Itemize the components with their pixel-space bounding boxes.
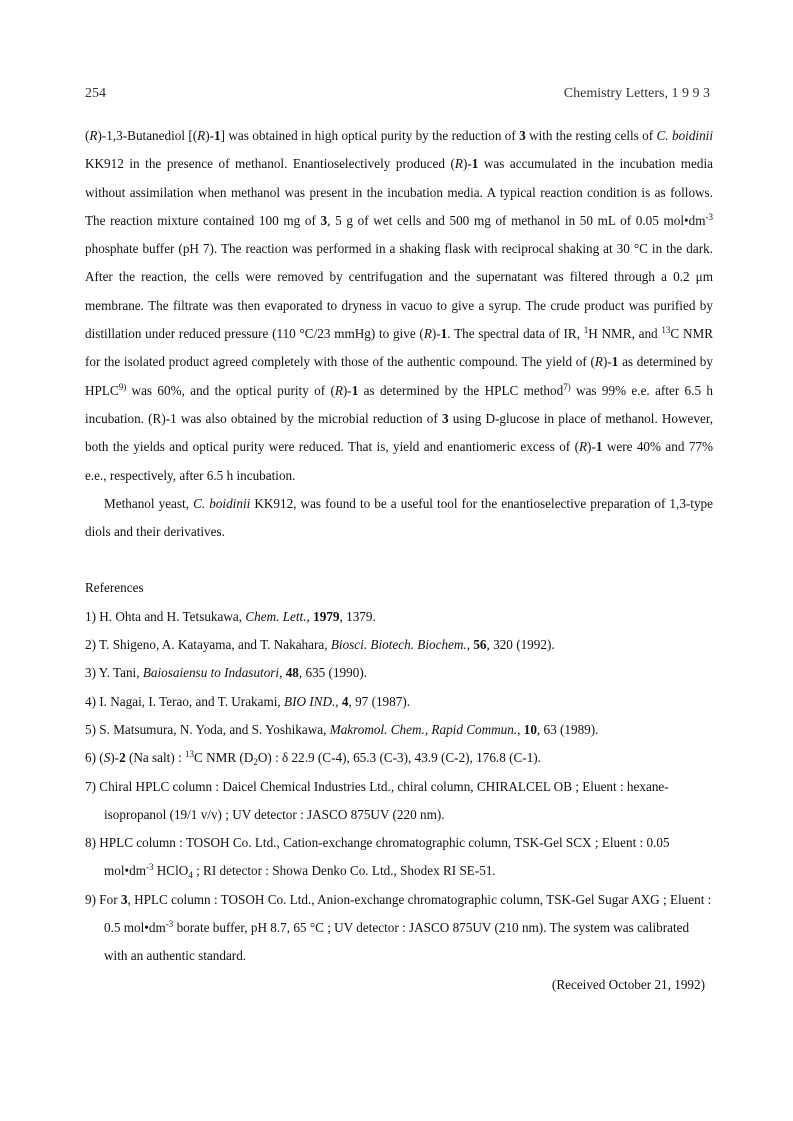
- references-list: [85, 603, 713, 971]
- article-body: [85, 122, 713, 999]
- reference-item: 8) HPLC column : TOSOH Co. Ltd., Cation-exchange chromatographic column, TSK-Gel SCX ; Eluent : 0.05 $mol•dm^{-3}$ HClO$_4$ ; RI detector : Showa Denko Co. Ltd., Shodex RI SE-51.: [85, 835, 670, 881]
- reference-item: 2) T. Shigeno, A. Katayama, and T. Nakahara, Biosci. Biotech. Biochem., 56, 320 (1992).: [85, 637, 555, 653]
- page-number: 254: [85, 86, 106, 101]
- paragraph-conclusion: Methanol yeast, C. boidinii KK912, was found to be a useful tool for the enantioselective preparation of 1,3-type diols and their derivatives.: [85, 495, 714, 540]
- reference-item: 3) Y. Tani, Baiosaiensu to Indasutori, 48, 635 (1990).: [85, 665, 368, 681]
- reference-item: 9) For 3, HPLC column : TOSOH Co. Ltd., Anion-exchange chromatographic column, TSK-Gel Sugar AXG ; Eluent : 0.5 $mol•dm^{-3}$ borate buffer, pH 8.7, 65 °C ; UV detector : JASCO 875UV (210 nm). The system was calibrated with an authentic standard.: [85, 891, 712, 964]
- journal-citation: Chemistry Letters, 1 9 9 3: [563, 86, 710, 101]
- reference-item: 1) H. Ohta and H. Tetsukawa, Chem. Lett., 1979, 1379.: [85, 608, 376, 624]
- references-heading: References: [85, 580, 144, 596]
- reference-item: 6) (S)-2 (Na salt) : $^{13}$C NMR $(D_2O)$ : δ 22.9 (C-4), 65.3 (C-3), 43.9 (C-2), 176.8 (C-1).: [85, 749, 541, 768]
- reference-item: 4) I. Nagai, I. Terao, and T. Urakami, BIO IND., 4, 97 (1987).: [85, 693, 411, 709]
- reference-item: 5) S. Matsumura, N. Yoda, and S. Yoshikawa, Makromol. Chem., Rapid Commun., 10, 63 (1989).: [85, 721, 599, 737]
- paragraph-results: (R)-1,3-Butanediol [(R)-1] was obtained in high optical purity by the reduction of 3 with the resting cells of C. boidinii KK912 in the presence of methanol. Enantioselectively produced (R)-1 was accumulated in the incubation media without assimilation when methanol was present in the incubation media. A typical reaction condition is as follows. The reaction mixture contained 100 mg of 3, 5 g of wet cells and 500 mg of methanol in 50 mL of 0.05 $mol•dm^{-3}$ phosphate buffer (pH 7). The reaction was performed in a shaking flask with reciprocal shaking at 30 °C in the dark. After the reaction, the cells were removed by centrifugation and the supernatant was filtered through a 0.2 μm membrane. The filtrate was then evaporated to dryness in vacuo to give a syrup. The crude product was purified by distillation under reduced pressure (110 °C/23 mmHg) to give (R)-1. The spectral data of IR, $^1$H NMR, and $^{13}$C NMR for the isolated product agreed completely with those of the authentic compound. The yield of (R)-1 as determined by HPLC$^{9)}$ was 60%, and the optical purity of (R)-1 as determined by the HPLC method$^{7)}$ was 99% e.e. after 6.5 h incubation. (R)-1 was also obtained by the microbial reduction of 3 using D-glucose in place of methanol. However, both the yields and optical purity were reduced. That is, yield and enantiomeric excess of (R)-1 were 40% and 77% e.e., respectively, after 6.5 h incubation.: [85, 128, 714, 483]
- received-date: (Received October 21, 1992): [551, 976, 705, 992]
- reference-item: 7) Chiral HPLC column : Daicel Chemical Industries Ltd., chiral column, CHIRALCEL OB ; Eluent : hexane-isopropanol (19/1 v/v) ; UV detector : JASCO 875UV (220 nm).: [85, 778, 669, 822]
